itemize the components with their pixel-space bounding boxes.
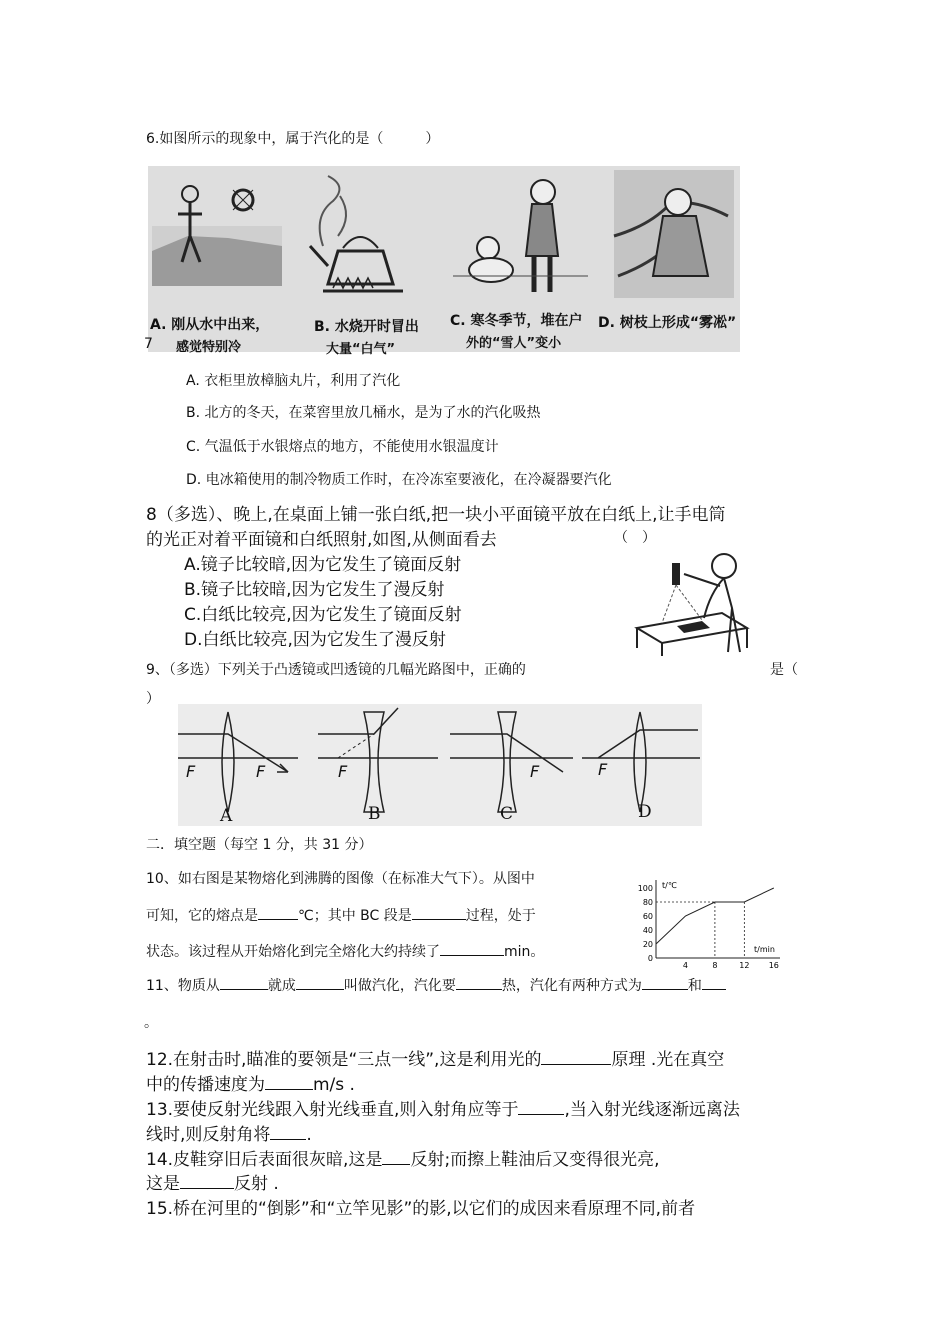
q13-text-b: ,当入射光线逐渐远离法	[564, 1100, 740, 1120]
lens-label-a: A	[220, 806, 233, 826]
bc-process-blank[interactable]	[412, 905, 466, 920]
q12-blank-2[interactable]	[265, 1075, 313, 1090]
q10-text-a: 可知，它的熔点是	[146, 908, 258, 924]
q8-option-b: B.镜子比较暗,因为它发生了漫反射	[184, 580, 445, 600]
q14-blank-1[interactable]	[382, 1150, 410, 1165]
q12-text-a: 12.在射击时,瞄准的要领是“三点一线”,这是利用光的	[146, 1050, 542, 1070]
q11-blank-2[interactable]	[296, 975, 344, 990]
lens-diagram-panel	[178, 704, 702, 826]
q13-text-a: 13.要使反射光线跟入射光线垂直,则入射角应等于	[146, 1100, 519, 1120]
q8-answer-paren: （ ）	[614, 530, 656, 546]
y-tick-label: 100	[637, 884, 653, 893]
q11-blank-4[interactable]	[642, 975, 688, 990]
q14-text-c: 这是	[146, 1174, 180, 1194]
melting-point-blank[interactable]	[258, 905, 298, 920]
q14-text-d: 反射 .	[234, 1174, 279, 1194]
q11-blank-3[interactable]	[456, 975, 502, 990]
q12-text-b: 原理 .光在真空	[611, 1050, 725, 1070]
q8-option-c: C.白纸比较亮,因为它发生了镜面反射	[184, 605, 462, 625]
lens-label-b: B	[368, 804, 381, 824]
lens-label-d: D	[638, 802, 652, 822]
x-axis-label: t/min	[754, 945, 775, 954]
rime-tree-scene-icon	[614, 170, 734, 298]
q8-stem-line1: 8（多选）、晚上,在桌面上铺一张白纸,把一块小平面镜平放在白纸上,让手电筒	[146, 505, 726, 525]
q13-blank-1[interactable]	[518, 1100, 564, 1115]
q9-stem-tail: 是（	[770, 662, 798, 678]
x-tick-label: 16	[768, 961, 779, 970]
q11-text-d: 热，汽化有两种方式为	[501, 978, 642, 994]
q12-line1	[146, 1045, 724, 1070]
q6-option-b-line1: B. 水烧开时冒出	[314, 319, 419, 335]
lens-a-focus-left: F	[186, 762, 196, 781]
q11-blank-5[interactable]	[702, 975, 726, 990]
q9-stem: 9、（多选）下列关于凸透镜或凹透镜的几幅光路图中，正确的	[146, 662, 526, 678]
q6-option-a-line2: 感觉特别冷	[176, 340, 242, 355]
q10-line3	[146, 941, 544, 961]
q11-text-a: 11、物质从	[146, 978, 220, 994]
q11-end: 。	[144, 1015, 158, 1031]
q14-line2	[146, 1169, 279, 1194]
q7-option-a: A. 衣柜里放樟脑丸片，利用了汽化	[186, 373, 401, 389]
q14-line1	[146, 1145, 660, 1170]
q6-option-b-line2: 大量“白气”	[326, 342, 396, 357]
q10-text-b: ℃；其中 BC 段是	[298, 908, 412, 924]
swimmer-scene-icon	[152, 186, 282, 286]
q12-text-c: 中的传播速度为	[146, 1075, 265, 1095]
q10-text-e: min。	[504, 944, 545, 960]
melting-chart	[620, 874, 790, 970]
y-tick-label: 60	[642, 912, 653, 921]
q7-option-b: B. 北方的冬天，在菜窖里放几桶水，是为了水的汽化吸热	[186, 405, 541, 421]
x-tick-label: 8	[712, 961, 718, 970]
q11-text-c: 叫做汽化，汽化要	[343, 978, 456, 994]
y-axis-label: t/℃	[662, 881, 677, 890]
q6-option-a-line1: A. 刚从水中出来，	[150, 317, 270, 333]
kettle-scene-icon	[310, 176, 403, 291]
x-tick-label: 4	[682, 961, 688, 970]
q7-number-fragment: 7	[144, 336, 153, 352]
q12-blank-1[interactable]	[541, 1050, 611, 1065]
q6-option-c-line1: C. 寒冬季节，堆在户	[450, 313, 583, 329]
q13-blank-2[interactable]	[270, 1125, 306, 1140]
q6-picture-panel	[148, 166, 740, 357]
q13-line2	[146, 1120, 312, 1145]
q14-text-b: 反射;而擦上鞋油后又变得很光亮,	[410, 1150, 660, 1170]
q15-line1: 15.桥在河里的“倒影”和“立竿见影”的影,以它们的成因来看原理不同,前者	[146, 1199, 696, 1219]
lens-c-focus: F	[530, 762, 540, 781]
q10-text-d: 状态。该过程从开始熔化到完全熔化大约持续了	[146, 944, 440, 960]
q13-line1	[146, 1095, 740, 1120]
y-tick-label: 80	[642, 898, 653, 907]
q14-blank-2[interactable]	[180, 1174, 234, 1189]
q8-option-d: D.白纸比较亮,因为它发生了漫反射	[184, 630, 446, 650]
q10-line1: 10、如右图是某物熔化到沸腾的图像（在标准大气下）。从图中	[146, 871, 535, 887]
q6-option-d-line1: D. 树枝上形成“雾凇”	[598, 315, 737, 331]
lens-a-focus-right: F	[256, 762, 266, 781]
y-tick-label: 20	[642, 940, 653, 949]
q8-stem-line2: 的光正对着平面镜和白纸照射,如图,从侧面看去	[146, 530, 497, 550]
q14-text-a: 14.皮鞋穿旧后表面很灰暗,这是	[146, 1150, 383, 1170]
q9-stem-close: ）	[146, 691, 160, 707]
q11-text-e: 和	[687, 978, 702, 994]
lens-d-focus: F	[598, 760, 608, 779]
q13-text-d: .	[306, 1125, 312, 1145]
q13-text-c: 线时,则反射角将	[146, 1125, 271, 1145]
lens-b-focus: F	[338, 762, 348, 781]
q8-option-a: A.镜子比较暗,因为它发生了镜面反射	[184, 555, 462, 575]
y-tick-label: 0	[647, 954, 653, 963]
snowman-scene-icon	[453, 180, 588, 292]
q6-option-c-line2: 外的“雪人”变小	[466, 336, 562, 351]
lens-label-c: C	[500, 804, 514, 824]
q7-option-d: D. 电冰箱使用的制冷物质工作时，在冷冻室要液化，在冷凝器要汽化	[186, 472, 612, 488]
q11-text-b: 就成	[267, 978, 296, 994]
section-title: 二．填空题（每空 1 分，共 31 分）	[146, 837, 373, 853]
q11-blank-1[interactable]	[220, 975, 268, 990]
q10-line2	[146, 905, 536, 925]
flashlight-mirror-illustration	[632, 548, 752, 658]
q10-text-c: 过程，处于	[465, 908, 536, 924]
x-tick-label: 12	[739, 961, 750, 970]
y-tick-label: 40	[642, 926, 653, 935]
q6-stem: 6.如图所示的现象中，属于汽化的是（ ）	[146, 131, 440, 147]
melting-duration-blank[interactable]	[440, 941, 504, 956]
q12-line2	[146, 1070, 355, 1095]
q11-line	[146, 975, 726, 995]
q7-option-c: C. 气温低于水银熔点的地方，不能使用水银温度计	[186, 439, 499, 455]
q12-text-d: m/s .	[313, 1075, 355, 1095]
